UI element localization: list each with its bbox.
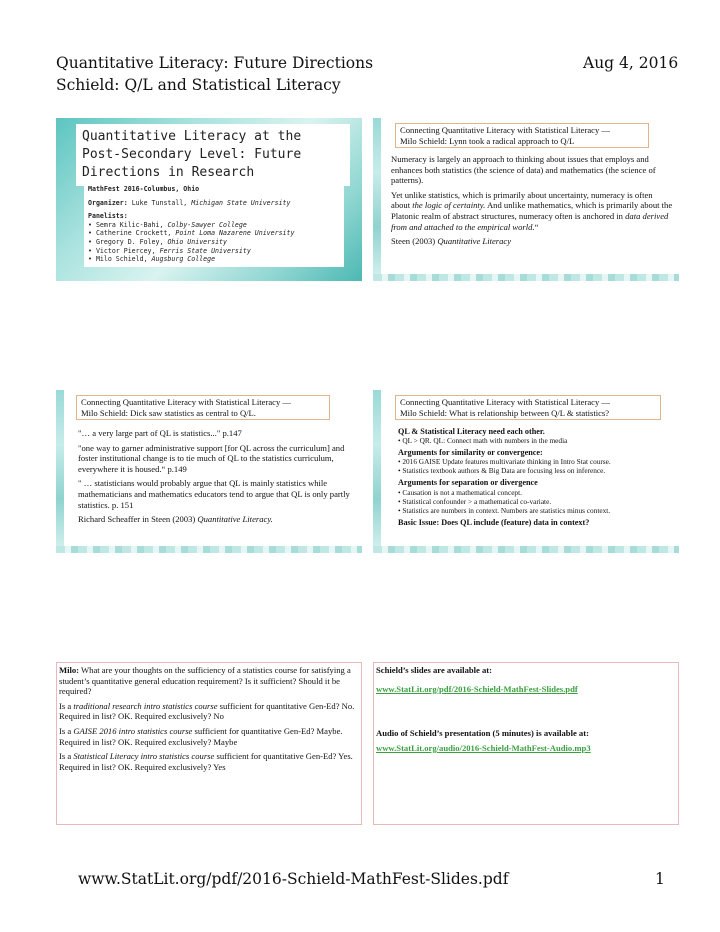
slide-4-bullet: • QL > QR. QL: Connect math with numbers in the media — [398, 436, 568, 446]
slide-5-question-2 — [59, 726, 357, 747]
panelist-name: Semra Kilic-Bahi, — [95, 220, 164, 229]
slide-4-bullet: • Statistical confounder > a mathematical co-variate. — [398, 496, 552, 506]
panelist-item: • Victor Piercey, Ferris State University — [88, 246, 251, 255]
slide-1-title-line: Quantitative Literacy at the — [82, 129, 302, 144]
caption-line: Milo Schield: Dick saw statistics as central to Q/L. — [81, 407, 256, 418]
panelist-item: • Milo Schield, Augsburg College — [88, 255, 216, 264]
text-run: Is a — [59, 725, 74, 736]
caption-line: Milo Schield: What is relationship between Q/L & statistics? — [400, 407, 610, 418]
slides-pdf-link[interactable]: www.StatLit.org/pdf/2016-Schield-MathFest-Slides.pdf — [376, 683, 578, 694]
panelist-affiliation: Colby-Sawyer College — [167, 220, 247, 229]
text-run-italic: traditional research intro statistics course — [73, 700, 218, 711]
slide-2-paragraph-1: Numeracy is largely an approach to thinking about issues that employs and enhances both statistics (the science of data) and mathematics (the science of patterns). — [391, 154, 656, 186]
panelist-affiliation: Augsburg College — [151, 255, 216, 264]
slide-4-caption — [395, 395, 661, 420]
header-title-line1: Quantitative Literacy: Future Directions — [56, 54, 374, 72]
text-run: Yet unlike statistics, which is primarily about uncertainty, numeracy is often about — [391, 189, 653, 211]
organizer-line — [88, 199, 340, 208]
slide-6-resources — [373, 662, 679, 825]
slide-5-milo-questions — [56, 662, 362, 825]
audio-available-heading: Audio of Schield’s presentation (5 minutes) is available at: — [376, 728, 589, 739]
footer-url: www.StatLit.org/pdf/2016-Schield-MathFest-Slides.pdf — [78, 870, 509, 888]
event-name: MathFest 2016-Columbus, Ohio — [88, 185, 200, 193]
panelist-name: Milo Schield, — [95, 255, 148, 264]
text-run: Is a — [59, 700, 74, 711]
panelist-name: Victor Piercey, — [95, 246, 156, 255]
header-title-line2: Schield: Q/L and Statistical Literacy — [56, 76, 341, 94]
slide-4-bullet: • Statistics textbook authors & Big Data are focusing less on inference. — [398, 466, 606, 476]
citation-author: Steen (2003) — [391, 236, 438, 247]
slide-4-bullet: • 2016 GAISE Update features multivariate thinking in Intro Stat course. — [398, 457, 611, 467]
slide-5-question-1 — [59, 701, 357, 722]
slide-3-scheaffer — [56, 390, 362, 553]
slide-1-title-line: Directions in Research — [82, 165, 255, 180]
slide-4-heading: Arguments for similarity or convergence: — [398, 448, 543, 458]
panelist-item: • Catherine Crockett, Point Loma Nazarene University — [88, 229, 295, 238]
text-run: sufficient for quantitative Gen-Ed? Yes. Required in list? OK. Required exclusively? Yes — [59, 751, 353, 772]
slide-3-quote-2: "one way to garner administrative support [for QL across the curriculum] and foster institutional change is to tie much of QL to the statistics curriculum, everywhere it is housed.“ p.149 — [78, 442, 345, 474]
slide-3-caption — [76, 395, 330, 420]
slide-2-body — [391, 154, 673, 251]
slide-4-bullet: • Causation is not a mathematical concept. — [398, 487, 522, 497]
caption-line: Connecting Quantitative Literacy with Statistical Literacy — — [81, 397, 292, 407]
text-run: What are your thoughts on the sufficiency of a statistics course for satisfying a student’s quantitative general education requirement? Is it sufficient? Should it be required? — [59, 665, 351, 697]
panelist-item: • Gregory D. Foley, Ohio University — [88, 237, 227, 246]
organizer-affiliation: Michigan State University — [191, 198, 291, 207]
page-number: 1 — [655, 870, 665, 888]
slide-3-quote-1: "… a very large part of QL is statistics..." p.147 — [78, 428, 242, 438]
slide-3-body — [78, 428, 356, 529]
text-run-italic: GAISE 2016 intro statistics course — [73, 725, 193, 736]
citation-title: Quantitative Literacy — [437, 236, 512, 247]
citation-title: Quantitative Literacy. — [197, 514, 273, 525]
slide-1-info-box — [84, 182, 344, 267]
audio-mp3-link[interactable]: www.StatLit.org/audio/2016-Schield-MathFest-Audio.mp3 — [376, 742, 591, 753]
slide-1-title-box — [76, 124, 350, 186]
text-run: sufficient for quantitative Gen-Ed? No. Required in list? OK. Required exclusively? No — [59, 700, 355, 722]
panelist-affiliation: Point Loma Nazarene University — [175, 229, 295, 238]
citation-author: Richard Scheaffer in Steen (2003) — [78, 514, 198, 525]
text-run-italic: data derived from and attached to the empirical world. — [391, 210, 669, 232]
text-run: “ — [534, 221, 539, 232]
slides-available-heading: Schield’s slides are available at: — [376, 665, 493, 675]
caption-line: Milo Schield: Lynn took a radical approach to Q/L — [400, 135, 575, 146]
slide-5-question-3 — [59, 751, 357, 772]
slide-3-citation — [78, 514, 356, 525]
slide-6-body — [376, 665, 674, 753]
slide-4-bullet: • Statistics are numbers in context. Numbers are statistics minus context. — [398, 505, 611, 515]
caption-line: Connecting Quantitative Literacy with Statistical Literacy — — [400, 397, 611, 407]
slide-4-relationship — [373, 390, 679, 553]
panelist-name: Gregory D. Foley, — [95, 237, 164, 246]
slide-1-title-line: Post-Secondary Level: Future — [82, 147, 302, 162]
panelist-affiliation: Ferris State University — [159, 246, 251, 255]
slide-2-paragraph-2 — [391, 190, 673, 232]
slide-2-caption — [395, 123, 649, 148]
slide-4-heading: Arguments for separation or divergence — [398, 478, 538, 488]
caption-line: Connecting Quantitative Literacy with Statistical Literacy — — [400, 125, 611, 135]
slide-4-body — [398, 424, 676, 527]
text-run: Is a — [59, 751, 74, 762]
slide-4-basic-issue: Basic Issue: Does QL include (feature) data in context? — [398, 517, 590, 527]
panelists-label: Panelists: — [88, 212, 128, 221]
header-date: Aug 4, 2016 — [583, 54, 679, 72]
slide-2-citation — [391, 236, 673, 247]
slide-1-title — [56, 118, 362, 281]
text-run-italic: the logic of certainty. — [412, 200, 486, 211]
slide-5-intro — [59, 665, 357, 697]
text-run: sufficient for quantitative Gen-Ed? Maybe. Required in list? OK. Required exclusively? Maybe — [59, 725, 343, 747]
text-run-italic: Statistical Literacy intro statistics course — [73, 751, 215, 762]
panelist-name: Catherine Crockett, — [95, 229, 172, 238]
organizer-label: Organizer: — [88, 198, 128, 207]
panelist-item: • Semra Kilic-Bahi, Colby-Sawyer College — [88, 220, 247, 229]
slide-3-quote-3: " … statisticians would probably argue that QL is mainly statistics while mathematicians and mathematics educators tend to argue that QL is only partly statistics. p. 151 — [78, 478, 350, 510]
slide-5-body — [59, 665, 357, 776]
panelist-affiliation: Ohio University — [167, 237, 227, 246]
slide-2-numeracy — [373, 118, 679, 281]
speaker-label: Milo: — [59, 665, 80, 675]
page-header-title — [56, 52, 373, 96]
organizer-name: Luke Tunstall, — [131, 198, 188, 207]
slide-4-heading: QL & Statistical Literacy need each other. — [398, 427, 545, 436]
text-run: And unlike mathematics, which is primarily about the Platonic realm of abstract structures, numeracy often is anchored in — [391, 200, 673, 221]
